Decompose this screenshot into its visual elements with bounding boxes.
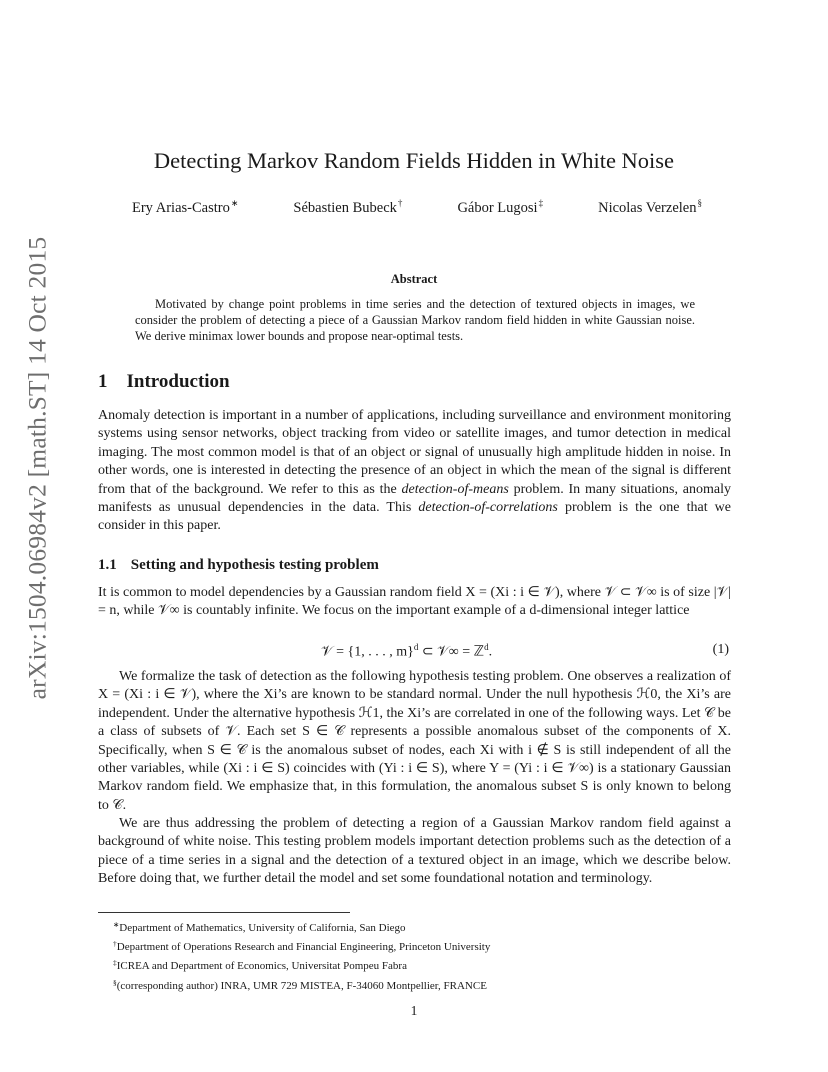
footnote: ∗Department of Mathematics, University of California, San Diego	[113, 920, 406, 934]
author: Gábor Lugosi‡	[457, 198, 544, 216]
page-number: 1	[410, 1003, 418, 1018]
hypothesis-paragraph: We formalize the task of detection as the following hypothesis testing problem. One observes a realization of X = (Xi : i ∈ 𝒱), where the Xi’s are known to be standard normal. Under the null hypothesis ℋ0, the Xi’s are independent. Under the alternative hypothesis ℋ1, the Xi’s are correlated in one of the following ways. Let 𝒞 be a class of subsets of 𝒱. Each set S ∈ 𝒞 represents a possible anomalous subset of the components of X. Specifically, when S ∈ 𝒞 is the anomalous subset of nodes, each Xi with i ∉ S is still independent of all the other variables, while (Xi : i ∈ S) coincides with (Yi : i ∈ S), where Y = (Yi : i ∈ 𝒱∞) is a stationary Gaussian Markov random field. We emphasize that, in this formulation, the anomalous subset S is only known to belong to 𝒞.	[98, 669, 731, 813]
author: Nicolas Verzelen§	[598, 198, 702, 216]
footnote: §(corresponding author) INRA, UMR 729 MISTEA, F-34060 Montpellier, FRANCE	[113, 977, 487, 992]
author-mark: †	[397, 198, 403, 208]
author-mark: ∗	[230, 198, 239, 208]
footnote: †Department of Operations Research and Financial Engineering, Princeton University	[113, 939, 491, 954]
subsection-heading: 1.1 Setting and hypothesis testing problem	[98, 557, 379, 573]
equation-number: (1)	[712, 642, 729, 657]
emphasis: detection-of-means	[401, 481, 509, 497]
intro-paragraph: Anomaly detection is important in a number of applications, including surveillance and environment monitoring systems using sensor networks, object tracking from video or satellite images, and tumor detection in medical imaging. The most common model is that of an object or signal of unusually high amplitude hidden in noise. In other words, one is interested in detecting the presence of an object in which the mean of the signal is different from that of the background. We refer to this as the detection-of-means problem. In many situations, anomaly manifests as unusual dependencies in the data. This detection-of-correlations problem is the one that we consider in this paper.	[98, 408, 731, 534]
arxiv-stamp-text: arXiv:1504.06984v2 [math.ST] 14 Oct 2015	[22, 236, 52, 699]
footnote-rule	[98, 912, 350, 913]
footnotes	[113, 917, 713, 994]
equation-formula: 𝒱 = {1, . . . , m}$^d$ ⊂ 𝒱∞ = ℤ$^d$.	[321, 642, 493, 660]
author-mark: §	[697, 198, 702, 208]
author-mark: ‡	[538, 198, 544, 208]
problem-paragraph: We are thus addressing the problem of detecting a region of a Gaussian Markov random field against a background of white noise. This testing problem models important detection problems such as the detection of a piece of a time series in a signal and the detection of a textured object in an image, which we describe below. Before doing that, we further detail the model and set some foundational notation and terminology.	[98, 816, 731, 887]
section-heading: 1 Introduction	[98, 371, 230, 392]
arxiv-stamp	[22, 236, 52, 699]
author: Sébastien Bubeck†	[293, 198, 403, 216]
emphasis: detection-of-correlations	[418, 500, 558, 516]
abstract-heading: Abstract	[390, 272, 438, 286]
setting-paragraph: It is common to model dependencies by a Gaussian random field X = (Xi : i ∈ 𝒱), where 𝒱 ⊂ 𝒱∞ is of size |𝒱| = n, while 𝒱∞ is countably infinite. We focus on the important example of a d-dimensional integer lattice	[98, 585, 731, 619]
abstract-text: Motivated by change point problems in time series and the detection of textured objects in images, we consider the problem of detecting a piece of a Gaussian Markov random field hidden in white Gaussian noise. We derive minimax lower bounds and propose near-optimal tests.	[135, 297, 695, 343]
author: Ery Arias-Castro∗	[132, 198, 239, 216]
author-list	[132, 198, 702, 217]
paper-title: Detecting Markov Random Fields Hidden in White Noise	[153, 148, 675, 173]
footnote: ‡ICREA and Department of Economics, Universitat Pompeu Fabra	[113, 958, 407, 973]
